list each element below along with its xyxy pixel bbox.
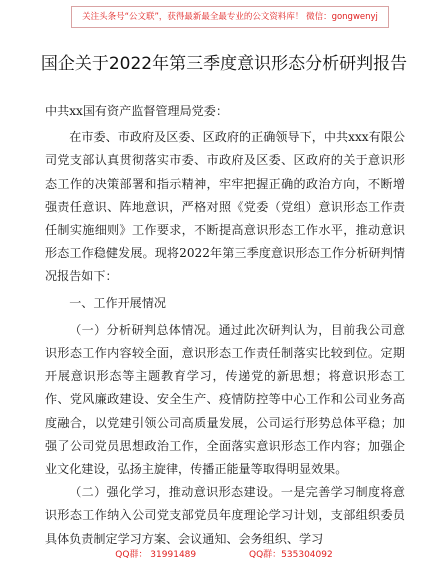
paragraph-analysis: （一）分析研判总体情况。通过此次研判认为，目前我公司意识形态工作内容较全面，意识形态工作责任制落实比较到位。定期开展意识形态等主题教育学习，传递党的新思想；将意识形态工作、党风廉政建设、安全生产、疫情防控等中心工作和公司业务高度融合，以党建引领公司高质量发展，公司运行形势总体平稳；加强了公司党员思想政治工作，全面落实意识形态工作内容；加强企业文化建设，弘扬主旋律，传播正能量等取得明显效果。: [45, 322, 405, 477]
document-title: 国企关于2022年第三季度意识形态分析研判报告: [40, 54, 408, 74]
document-body: [45, 100, 405, 551]
footer-contacts: [0, 547, 448, 560]
footer-qq-group-2: QQ群：535304092: [249, 550, 333, 560]
paragraph-study: （二）强化学习，推动意识形态建设。一是完善学习制度将意识形态工作纳入公司党支部党员年度理论学习计划，支部组织委员具体负责制定学习方案、会议通知、会务组织、学习: [45, 485, 405, 546]
section-heading: 一、工作开展情况: [69, 295, 166, 310]
salutation: 中共xx国有资产监督管理局党委：: [45, 104, 228, 118]
footer-qq-group-1: QQ群： 31991489: [115, 550, 197, 560]
intro-paragraph: 在市委、市政府及区委、区政府的正确领导下，中共xxx有限公司党支部认真贯彻落实市委、市政府及区委、区政府的关于意识形态工作的决策部署和指示精神，牢牢把握正确的政治方向，不断增强责任意识、阵地意识，严格对照《党委（党组）意识形态工作责任制实施细则》工作要求，不断提高意识形态工作水平，推动意识形态工作稳健发展。现将2022年第三季度意识形态工作分析研判情况报告如下：: [45, 130, 405, 284]
promo-banner: 关注头条号“公文联”，获得最新最全最专业的公文资料库！ 微信：gongwenyj: [71, 6, 389, 28]
